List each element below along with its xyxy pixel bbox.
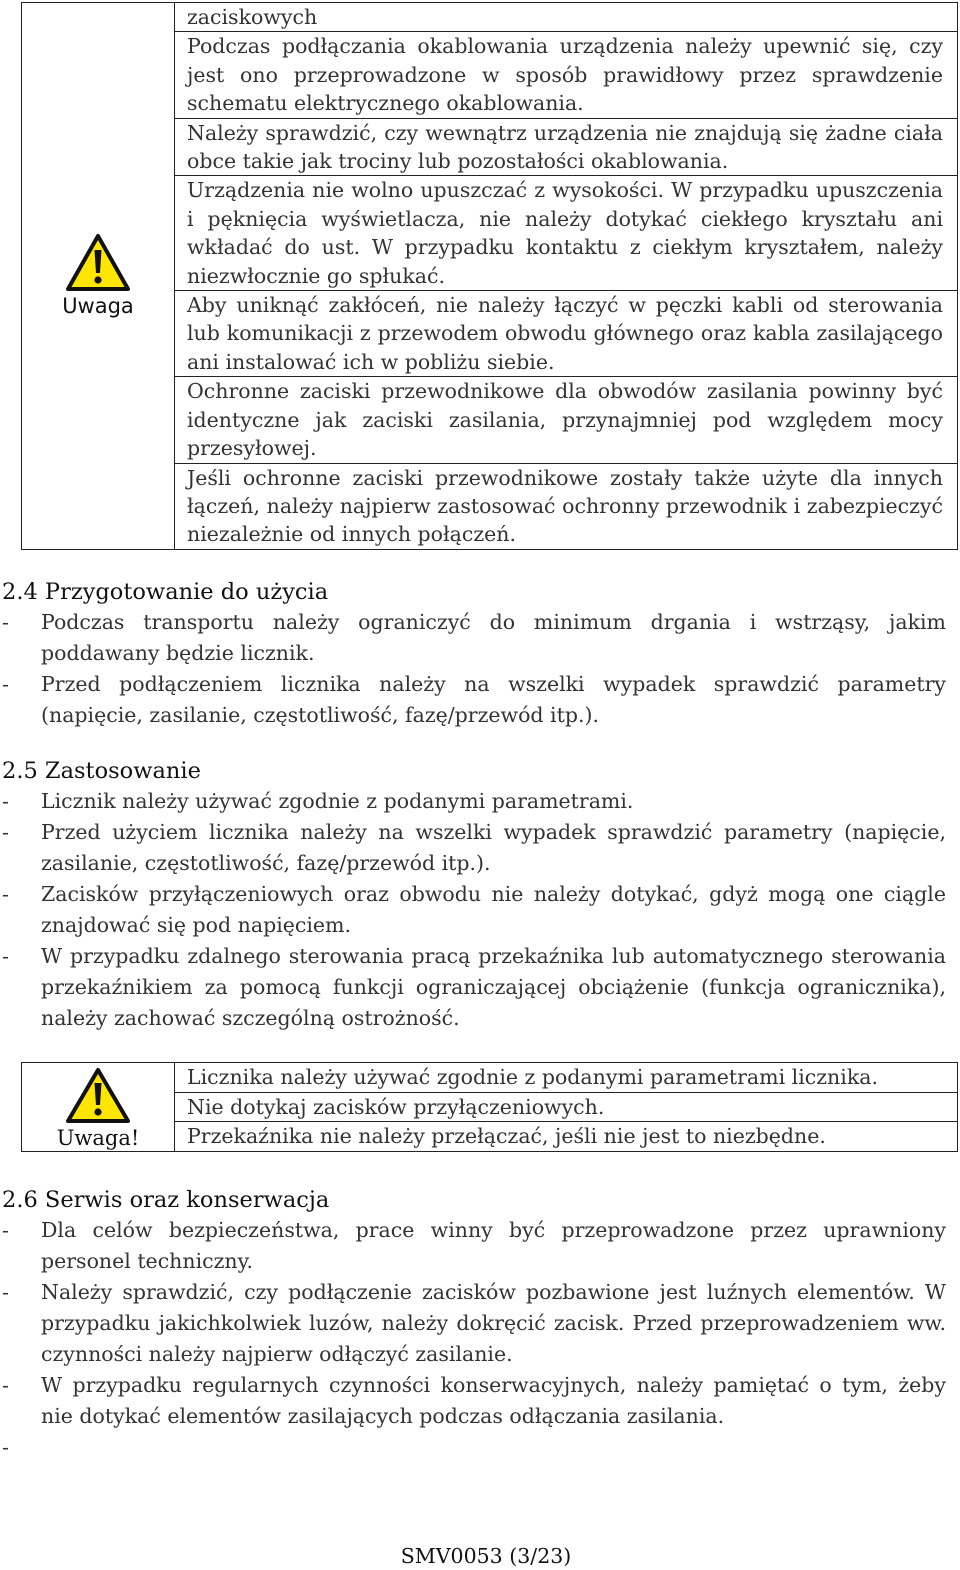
warning-icon-cell <box>22 1063 175 1152</box>
list-item <box>2 941 946 1034</box>
section-heading: 2.6 Serwis oraz konserwacja <box>2 1187 330 1213</box>
list-dash: - <box>2 820 9 844</box>
section-heading: 2.5 Zastosowanie <box>2 758 201 784</box>
list-item <box>2 879 946 941</box>
list-item <box>2 817 946 879</box>
warning-triangle-icon <box>22 1067 174 1125</box>
warning-row: Podczas podłączania okablowania urządzenia należy upewnić się, czy jest ono przeprowadzone w sposób prawidłowy przez sprawdzenie schematu elektrycznego okablowania. <box>175 32 958 118</box>
list-item <box>2 607 946 669</box>
bullet-list <box>2 1215 946 1463</box>
warning-row: Należy sprawdzić, czy wewnątrz urządzenia nie znajdują się żadne ciała obce takie jak trociny lub pozostałości okablowania. <box>175 118 958 176</box>
section-2-4 <box>2 577 946 731</box>
warning-label: Uwaga! <box>56 1126 140 1150</box>
section-heading: 2.4 Przygotowanie do użycia <box>2 579 329 605</box>
list-item-text: Przed użyciem licznika należy na wszelki wypadek sprawdzić parametry (napięcie, zasilanie, częstotliwość, fazę/przewód itp.). <box>41 820 946 875</box>
list-dash: - <box>2 789 9 813</box>
list-item-text: W przypadku regularnych czynności konserwacyjnych, należy pamiętać o tym, żeby nie dotykać elementów zasilających podczas odłączania zasilania. <box>41 1373 946 1428</box>
list-item <box>2 669 946 731</box>
warning-row: Licznika należy używać zgodnie z podanymi parametrami licznika. <box>175 1063 958 1093</box>
list-dash: - <box>2 1218 9 1242</box>
bullet-list <box>2 786 946 1034</box>
list-item <box>2 1432 946 1463</box>
bullet-list <box>2 607 946 731</box>
list-dash: - <box>2 672 9 696</box>
list-dash: - <box>2 610 9 634</box>
list-item <box>2 786 946 817</box>
list-item-text: Podczas transportu należy ograniczyć do minimum drgania i wstrząsy, jakim poddawany będzie licznik. <box>41 610 946 665</box>
warning-icon-cell <box>22 3 175 550</box>
list-item <box>2 1215 946 1277</box>
list-dash: - <box>2 1280 9 1304</box>
list-dash: - <box>2 882 9 906</box>
warning-row: Aby uniknąć zakłóceń, nie należy łączyć w pęczki kabli od sterowania lub komunikacji z przewodem obwodu głównego oraz kabla zasilającego ani instalować ich w pobliżu siebie. <box>175 291 958 377</box>
warning-row: Jeśli ochronne zaciski przewodnikowe zostały także użyte dla innych łączeń, należy najpierw zastosować ochronny przewodnik i zabezpieczyć niezależnie od innych połączeń. <box>175 463 958 549</box>
warning-box-1 <box>21 2 958 550</box>
list-dash: - <box>2 1435 9 1459</box>
page-footer: SMV0053 (3/23) <box>400 1544 572 1568</box>
warning-row: Ochronne zaciski przewodnikowe dla obwodów zasilania powinny być identyczne jak zaciski zasilania, przynajmniej pod względem mocy przesyłowej. <box>175 377 958 463</box>
warning-row: Przekaźnika nie należy przełączać, jeśli nie jest to niezbędne. <box>175 1122 958 1152</box>
list-dash: - <box>2 944 9 968</box>
warning-row: Nie dotykaj zacisków przyłączeniowych. <box>175 1092 958 1122</box>
warning-triangle-icon <box>22 233 174 293</box>
list-item-text: Licznik należy używać zgodnie z podanymi parametrami. <box>41 789 634 813</box>
list-item-text: Zacisków przyłączeniowych oraz obwodu nie należy dotykać, gdyż mogą one ciągle znajdować się pod napięciem. <box>41 882 946 937</box>
warning-row: zaciskowych <box>175 3 958 32</box>
list-dash: - <box>2 1373 9 1397</box>
warning-row: Urządzenia nie wolno upuszczać z wysokości. W przypadku upuszczenia i pęknięcia wyświetlacza, nie należy dotykać ciekłego kryształu ani wkładać do ust. W przypadku kontaktu z ciekłym kryształem, należy niezwłocznie go spłukać. <box>175 176 958 291</box>
list-item <box>2 1277 946 1370</box>
list-item <box>2 1370 946 1432</box>
section-2-5 <box>2 756 946 1034</box>
list-item-text: W przypadku zdalnego sterowania pracą przekaźnika lub automatycznego sterowania przekaźnikiem za pomocą funkcji ograniczającej obciążenie (funkcja ogranicznika), należy zachować szczególną ostrożność. <box>41 944 946 1030</box>
list-item-text: Należy sprawdzić, czy podłączenie zacisków pozbawione jest luźnych elementów. W przypadku jakichkolwiek luzów, należy dokręcić zacisk. Przed przeprowadzeniem ww. czynności należy najpierw odłączyć zasilanie. <box>41 1280 946 1366</box>
section-2-6 <box>2 1185 946 1463</box>
list-item-text: Dla celów bezpieczeństwa, prace winny być przeprowadzone przez uprawniony personel techniczny. <box>41 1218 946 1273</box>
list-item-text: Przed podłączeniem licznika należy na wszelki wypadek sprawdzić parametry (napięcie, zasilanie, częstotliwość, fazę/przewód itp.). <box>41 672 946 727</box>
warning-box-2 <box>21 1062 958 1152</box>
warning-label: Uwaga <box>62 293 134 318</box>
